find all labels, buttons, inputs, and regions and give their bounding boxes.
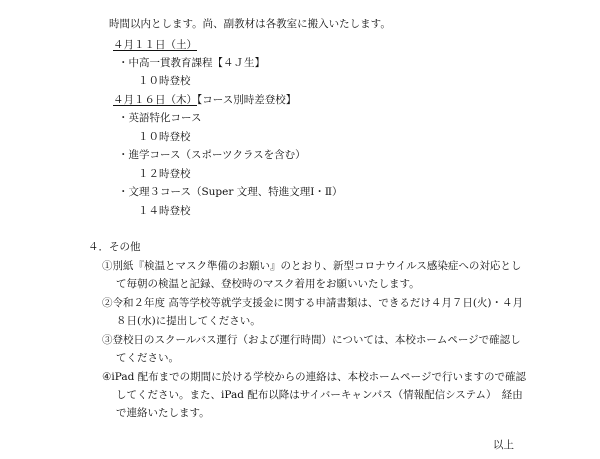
section-4-heading: ４．その他 — [88, 241, 141, 253]
section-4-item-2-line-2: ８日(水)に提出してください。 — [116, 315, 261, 327]
section-4-item-1-line-1: ①別紙『検温とマスク準備のお願い』のとおり、新型コロナウイルス感染症への対応とし — [102, 260, 522, 272]
section-4-item-4-line-2: してください。また、iPad 配布以降はサイバーキャンパス（情報配信システム） 経由 — [116, 389, 523, 401]
section-4-item-4-line-1: ④iPad 配布までの期間に於ける学校からの連絡は、本校ホームページで行いますので確認 — [102, 371, 526, 383]
schedule-time-2a: １０時登校 — [138, 131, 191, 143]
section-4-item-4-line-3: で連絡いたします。 — [116, 407, 210, 419]
schedule-date-2: ４月１６日（木） — [113, 94, 197, 106]
schedule-date-2-row — [113, 93, 296, 107]
section-4-item-3-line-2: てください。 — [116, 352, 179, 364]
schedule-course-1: ・中高一貫教育課程【４Ｊ生】 — [118, 57, 265, 69]
section-4-item-2-line-1: ②令和２年度 高等学校等就学支援金に関する申請書類は、できるだけ４月７日(火)・４月 — [102, 297, 524, 309]
schedule-course-2a: ・英語特化コース — [118, 112, 202, 124]
schedule-time-1: １０時登校 — [138, 75, 191, 87]
schedule-time-2b: １２時登校 — [138, 168, 191, 180]
section-4-item-3-line-1: ③登校日のスクールバス運行（および運行時間）については、本校ホームページで確認し — [102, 334, 521, 346]
section-4-item-1-line-2: て毎朝の検温と記録、登校時のマスク着用をお願いいたします。 — [116, 278, 420, 290]
closing-text: 以上 — [493, 439, 514, 451]
schedule-course-2c: ・文理３コース（Super 文理、特進文理Ⅰ・Ⅱ） — [118, 186, 343, 198]
schedule-date-1: ４月１１日（土） — [113, 39, 197, 51]
schedule-time-2c: １４時登校 — [138, 205, 191, 217]
intro-tail-text: 時間以内とします。尚、副教材は各教室に搬入いたします。 — [109, 18, 391, 30]
schedule-course-2b: ・進学コース（スポーツクラスを含む） — [118, 149, 306, 161]
schedule-note-2: 【コース別時差登校】 — [197, 94, 297, 106]
